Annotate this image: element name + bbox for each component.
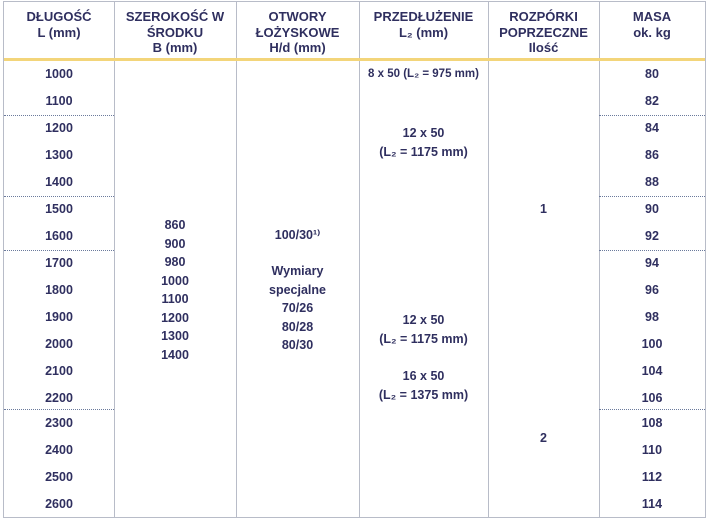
- holes-special: [236, 262, 359, 355]
- width-values: [114, 216, 236, 364]
- length-cell: 2500: [45, 470, 73, 484]
- length-cell: 1100: [45, 94, 73, 108]
- specification-table: [3, 1, 706, 518]
- extension-1: [359, 65, 488, 84]
- header-extension-line: L₂ (mm): [398, 24, 449, 40]
- width-value: 1000: [161, 273, 189, 288]
- width-value: 1400: [161, 347, 189, 362]
- length-cell: 2600: [45, 497, 73, 511]
- length-cell: 1200: [45, 121, 73, 135]
- length-cell: 2100: [45, 364, 73, 378]
- length-cell: 1000: [45, 67, 73, 81]
- header-holes-line: H/d (mm): [269, 40, 326, 55]
- header-spacers: [488, 9, 599, 56]
- length-cell: 1700: [45, 256, 73, 270]
- header-width-line: SZEROKOŚĆ W: [125, 9, 225, 24]
- header-mass-line: MASA: [632, 9, 672, 24]
- length-cell: 2200: [45, 391, 73, 405]
- mass-cell: 92: [645, 229, 659, 243]
- width-value: 1300: [161, 329, 189, 343]
- holes-special-value: 80/28: [281, 319, 314, 334]
- length-cell: 1500: [45, 202, 73, 216]
- header-extension-line: PRZEDŁUŻENIE: [373, 9, 474, 24]
- length-cell: 1400: [45, 175, 73, 189]
- width-value: 1200: [161, 310, 189, 325]
- header-length-line: DŁUGOŚĆ: [26, 9, 92, 24]
- row-separator: [4, 250, 114, 251]
- spacers-value: 2: [540, 431, 547, 445]
- mass-cell: 108: [641, 416, 663, 430]
- row-separator: [4, 115, 114, 116]
- holes-special-value: 70/26: [281, 301, 314, 315]
- mass-cell: 110: [641, 443, 663, 457]
- header-mass: [599, 9, 705, 40]
- holes-special-value: 80/30: [281, 338, 314, 352]
- width-value: 900: [164, 236, 186, 251]
- header-holes: [236, 9, 359, 56]
- mass-cell: 104: [641, 364, 663, 378]
- row-separator: [4, 409, 114, 410]
- header-length-line: L (mm): [37, 24, 81, 40]
- row-separator: [4, 196, 114, 197]
- mass-cell: 80: [645, 67, 659, 81]
- mass-cell: 94: [645, 256, 659, 270]
- length-cell: 1900: [45, 310, 73, 324]
- mass-cell: 96: [645, 283, 659, 297]
- mass-cell: 112: [641, 470, 663, 484]
- extension-2: [359, 124, 488, 161]
- extension-value: 12 x 50: [402, 313, 445, 327]
- width-value: 1100: [161, 292, 189, 306]
- length-cell: 1600: [45, 229, 73, 243]
- row-separator: [599, 196, 705, 197]
- header-width-line: B (mm): [152, 40, 198, 55]
- mass-cell: 106: [641, 391, 663, 405]
- spacers-value: 1: [540, 202, 547, 216]
- mass-cell: 82: [645, 94, 659, 108]
- mass-cell: 86: [645, 148, 659, 162]
- row-separator: [599, 115, 705, 116]
- header-holes-line: OTWORY: [268, 9, 327, 24]
- extension-3: [359, 311, 488, 348]
- header-spacers-line: ROZPÓRKI: [509, 9, 578, 24]
- mass-cell: 98: [645, 310, 659, 324]
- mass-cell: 90: [645, 202, 659, 216]
- header-rule: [4, 58, 705, 61]
- mass-cell: 88: [645, 175, 659, 189]
- extension-value: (L₂ = 1375 mm): [378, 387, 469, 402]
- extension-value: 12 x 50: [402, 126, 445, 140]
- header-spacers-line: Ilość: [528, 40, 559, 55]
- row-separator: [599, 409, 705, 410]
- holes-special-title: specjalne: [269, 282, 326, 297]
- holes-main: [236, 226, 359, 245]
- extension-value: (L₂ = 1175 mm): [379, 331, 468, 346]
- header-holes-line: ŁOŻYSKOWE: [255, 24, 340, 40]
- header-length: [4, 9, 114, 40]
- length-cell: 2400: [45, 443, 73, 457]
- length-cell: 2300: [45, 416, 73, 430]
- header-spacers-line: POPRZECZNE: [499, 24, 588, 40]
- mass-cell: 114: [641, 497, 663, 511]
- width-value: 860: [164, 218, 186, 232]
- width-value: 980: [164, 255, 186, 269]
- holes-main-value: 100/30¹⁾: [274, 228, 321, 242]
- header-extension: [359, 9, 488, 40]
- row-separator: [599, 250, 705, 251]
- length-cell: 1800: [45, 283, 73, 297]
- extension-value: 16 x 50: [402, 369, 445, 383]
- header-width: [114, 9, 236, 56]
- header-width-line: ŚRODKU: [146, 24, 204, 40]
- length-cell: 2000: [45, 337, 73, 351]
- header-mass-line: ok. kg: [633, 24, 671, 40]
- mass-cell: 84: [645, 121, 659, 135]
- mass-cell: 100: [641, 337, 663, 351]
- length-cell: 1300: [45, 148, 73, 162]
- column-separator: [236, 2, 237, 517]
- extension-value: (L₂ = 1175 mm): [379, 144, 468, 159]
- extension-4: [359, 367, 488, 404]
- extension-value: 8 x 50 (L₂ = 975 mm): [368, 68, 479, 80]
- holes-special-title: Wymiary: [271, 264, 324, 278]
- header-row: [4, 2, 705, 58]
